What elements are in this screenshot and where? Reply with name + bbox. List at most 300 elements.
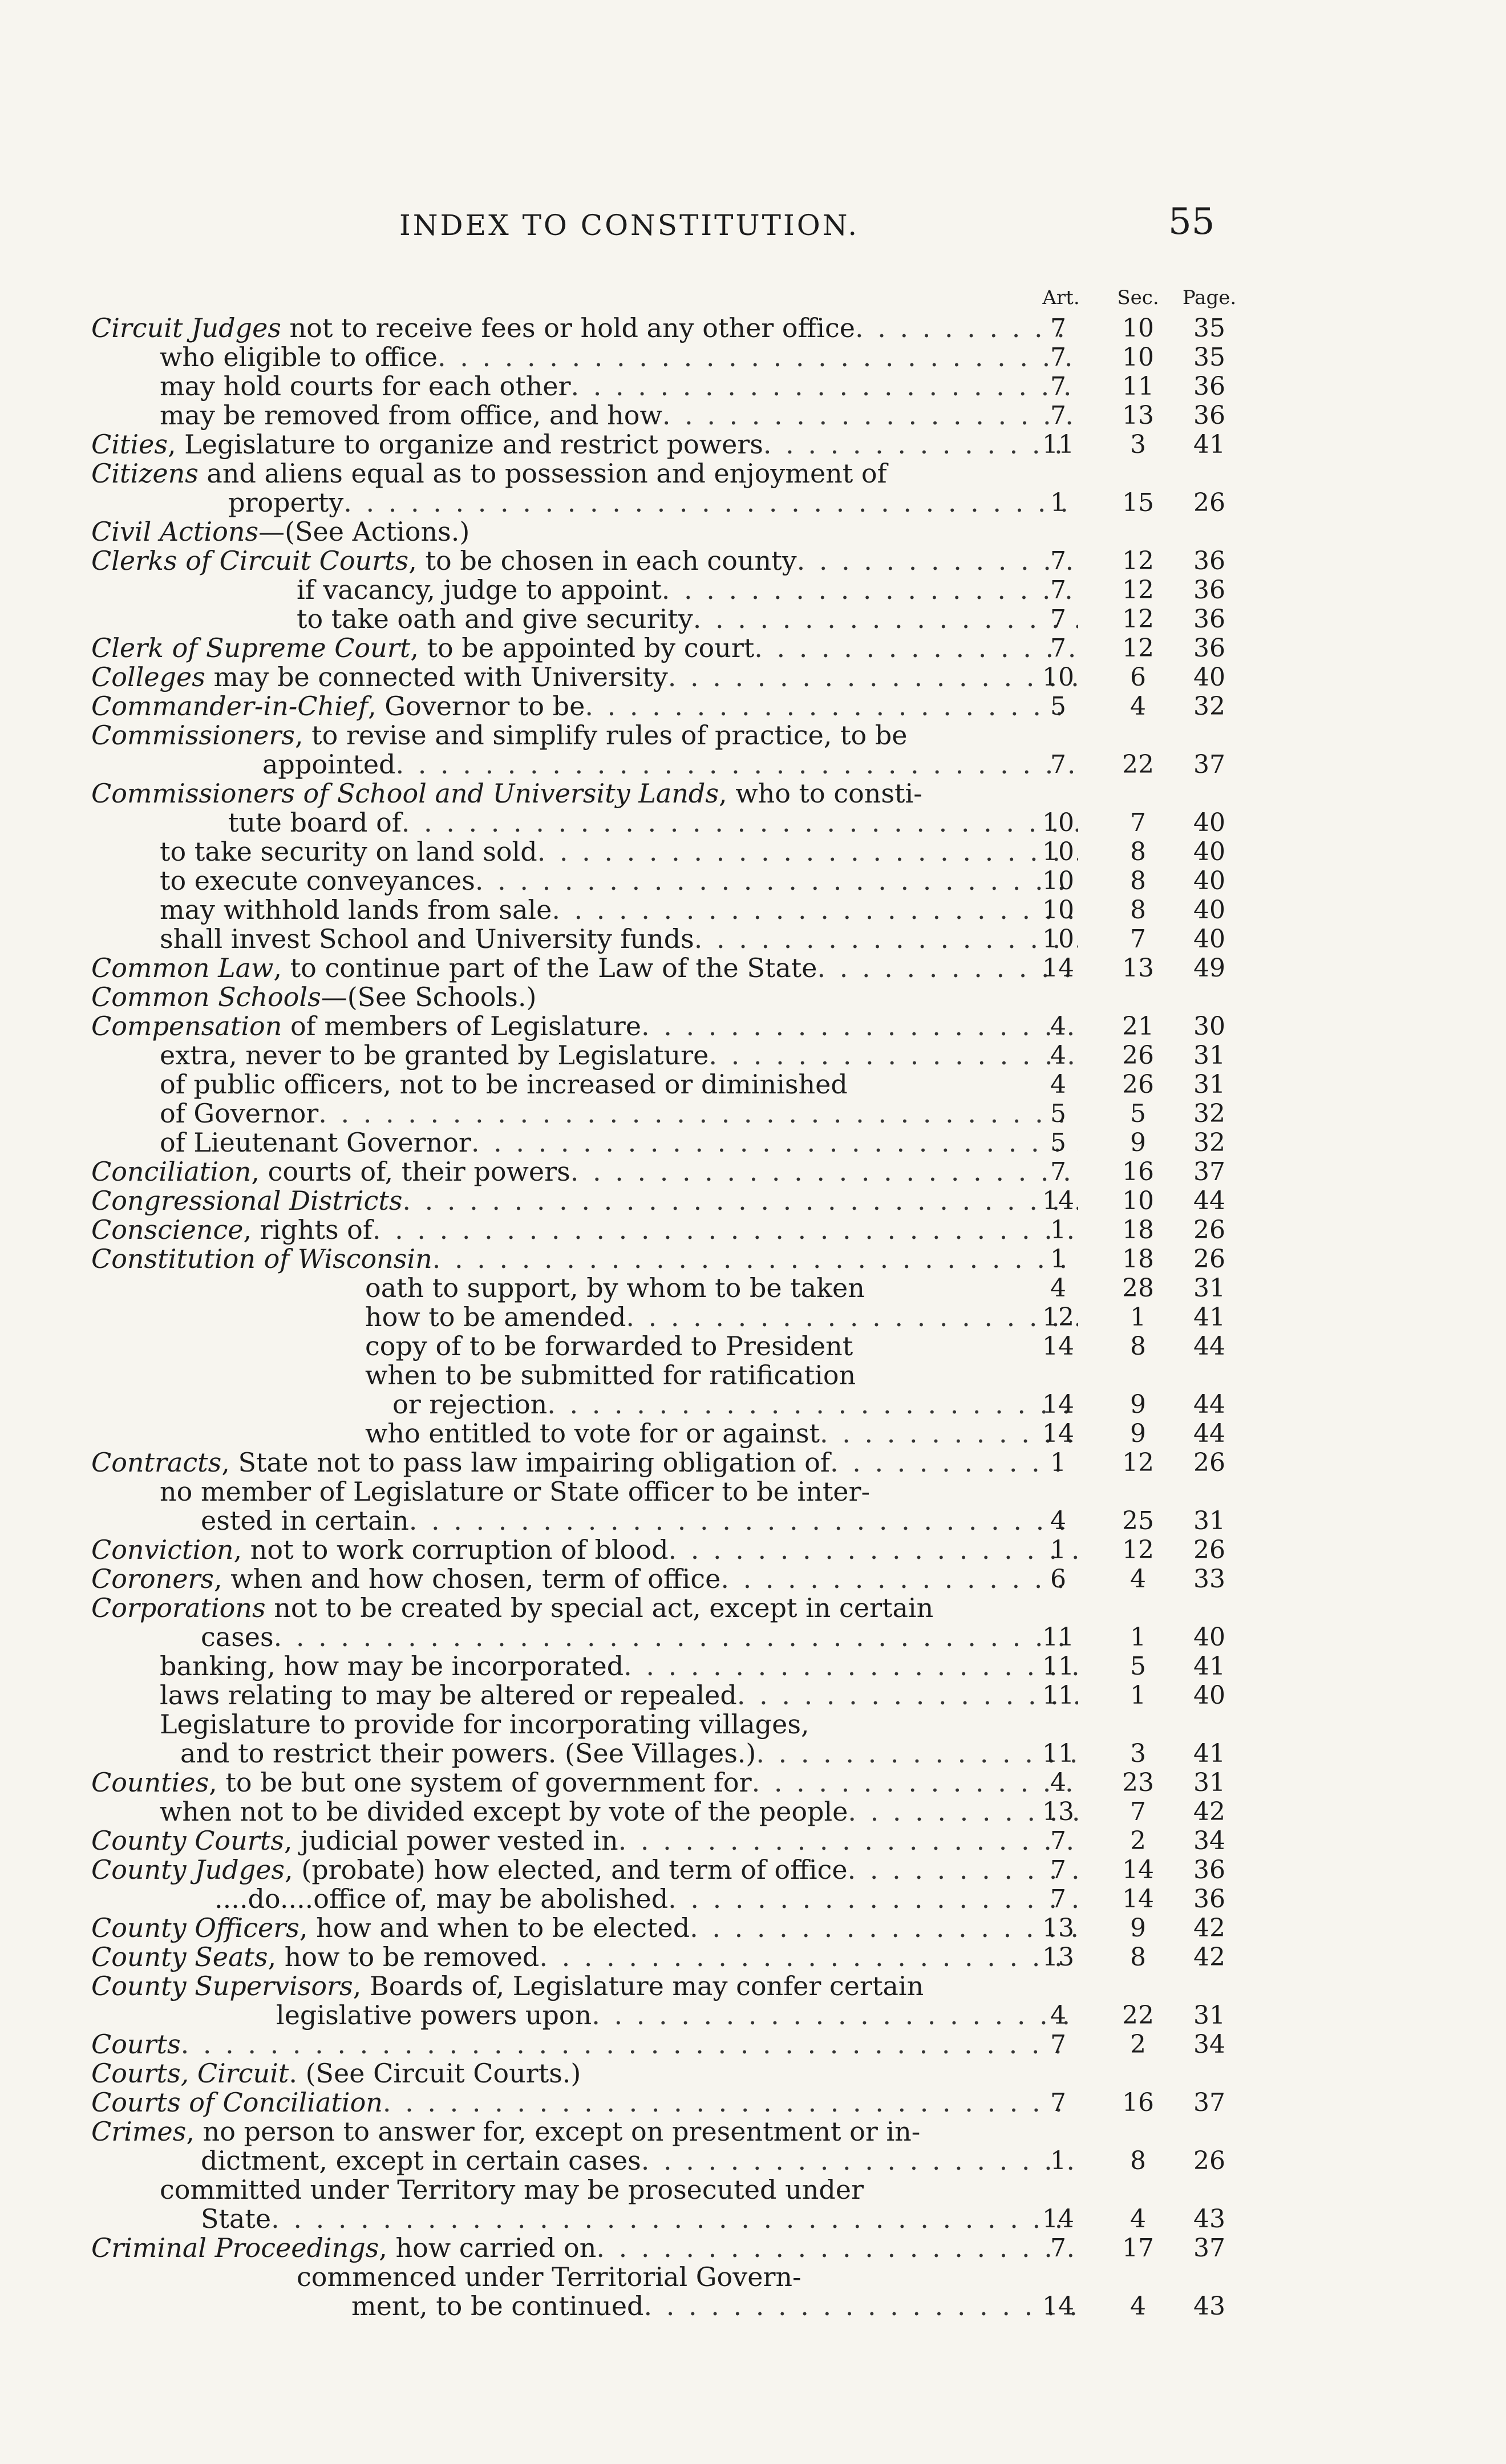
- article-number: 5: [1050, 1099, 1066, 1128]
- line-text: [392, 1390, 1078, 1419]
- line-description: to execute conveyances: [160, 866, 475, 895]
- index-entry: [91, 2088, 1266, 2117]
- page-reference: 44: [1193, 1186, 1225, 1215]
- line-text: [91, 1245, 1078, 1274]
- article-number: 4: [1050, 1768, 1066, 1797]
- section-number: 7: [1130, 925, 1146, 954]
- line-description: —(See Schools.): [321, 983, 537, 1012]
- article-number: 4: [1050, 1070, 1066, 1099]
- index-entry: [91, 1914, 1266, 1943]
- leader-dots: [624, 1652, 1078, 1681]
- article-number: 1: [1050, 1215, 1066, 1245]
- line-text: [91, 1565, 1078, 1594]
- page-reference: 36: [1193, 576, 1225, 605]
- article-number: 12: [1042, 1303, 1074, 1332]
- line-body: [201, 2146, 641, 2175]
- line-text: [160, 1652, 1078, 1681]
- index-entry: [91, 2030, 1266, 2059]
- leader-dots: [690, 1914, 1078, 1943]
- line-text: [365, 1274, 1078, 1303]
- page-reference: 37: [1193, 2234, 1225, 2263]
- index-entry: [91, 634, 1266, 663]
- line-description: or rejection: [392, 1390, 548, 1419]
- line-description: who entitled to vote for or against: [365, 1419, 820, 1448]
- line-text: [91, 721, 1078, 750]
- index-entry: [91, 721, 1266, 779]
- page-reference: 35: [1193, 314, 1225, 343]
- index-entry: [91, 1768, 1266, 1826]
- index-entry: [91, 430, 1266, 459]
- article-number: 6: [1050, 1565, 1066, 1594]
- line-text: [91, 546, 1078, 576]
- article-number: 14: [1042, 2204, 1074, 2234]
- article-number: 10: [1042, 866, 1074, 895]
- line-description: , not to work corruption of blood: [233, 1535, 669, 1565]
- index-entry: [91, 1215, 1266, 1245]
- leader-dots: [709, 1041, 1078, 1070]
- line-text: [91, 1215, 1078, 1245]
- line-body: [91, 1448, 830, 1477]
- leader-dots: [552, 895, 1078, 925]
- section-number: 6: [1130, 663, 1146, 692]
- article-number: 10: [1042, 663, 1074, 692]
- line-description: ested in certain: [201, 1506, 409, 1535]
- section-number: 26: [1122, 1041, 1154, 1070]
- line-text: [91, 692, 1078, 721]
- line-body: [365, 1419, 820, 1448]
- index-line: [91, 779, 1266, 808]
- index-line: [91, 2030, 1266, 2059]
- leader-dots: [539, 1943, 1078, 1972]
- line-text: [297, 2263, 1078, 2292]
- line-text: [160, 343, 1078, 372]
- line-description: , to be appointed by court: [410, 634, 755, 663]
- index-term: Clerk of Supreme Court: [91, 634, 411, 663]
- index-term: Commissioners of School and University Lands: [91, 779, 719, 808]
- line-text: [160, 837, 1078, 866]
- line-description: appointed: [262, 750, 396, 779]
- line-description: , State not to pass law impairing obligation of: [221, 1448, 830, 1477]
- section-number: 5: [1130, 1652, 1146, 1681]
- article-number: 1: [1050, 488, 1066, 517]
- page-reference: 26: [1193, 1245, 1225, 1274]
- index-line: [91, 517, 1266, 546]
- article-number: 4: [1050, 1274, 1066, 1303]
- line-description: not to receive fees or hold any other office: [289, 314, 855, 343]
- line-body: [91, 546, 797, 576]
- line-body: [91, 954, 817, 983]
- page-reference: 41: [1193, 1652, 1225, 1681]
- index-entry: [91, 2117, 1266, 2234]
- line-text: [160, 1477, 1078, 1506]
- line-body: [91, 430, 763, 459]
- article-number: 7: [1050, 343, 1066, 372]
- article-number: 10: [1042, 895, 1074, 925]
- article-number: 11: [1042, 1652, 1074, 1681]
- page-reference: 42: [1193, 1914, 1225, 1943]
- line-body: [91, 2234, 596, 2263]
- line-text: [91, 779, 1078, 808]
- leader-dots: [432, 1245, 1078, 1274]
- line-description: , to be but one system of government for: [209, 1768, 752, 1797]
- line-description: cases: [201, 1623, 274, 1652]
- line-body: [160, 1128, 471, 1157]
- index-line: [91, 1390, 1266, 1419]
- line-body: [160, 866, 475, 895]
- line-text: [91, 2117, 1078, 2146]
- leader-dots: [720, 1565, 1078, 1594]
- index-line: [91, 808, 1266, 837]
- section-number: 3: [1130, 1739, 1146, 1768]
- section-number: 8: [1130, 1332, 1146, 1361]
- line-body: [91, 459, 887, 488]
- page-reference: 40: [1193, 925, 1225, 954]
- index-line: [91, 1215, 1266, 1245]
- line-body: [91, 1215, 373, 1245]
- line-body: [160, 1099, 318, 1128]
- line-text: [160, 866, 1078, 895]
- line-text: [214, 1885, 1078, 1914]
- article-number: 7: [1050, 634, 1066, 663]
- line-body: [262, 750, 396, 779]
- section-number: 7: [1130, 808, 1146, 837]
- section-number: 8: [1130, 895, 1146, 925]
- index-entry: [91, 314, 1266, 430]
- page-reference: 44: [1193, 1390, 1225, 1419]
- page-reference: 40: [1193, 895, 1225, 925]
- line-body: [160, 1710, 809, 1739]
- line-description: , rights of: [243, 1215, 373, 1245]
- line-body: [91, 1855, 848, 1885]
- section-number: 22: [1122, 750, 1154, 779]
- index-entry: [91, 1943, 1266, 1972]
- page-reference: 36: [1193, 634, 1225, 663]
- section-number: 18: [1122, 1215, 1154, 1245]
- line-body: [214, 1885, 668, 1914]
- page-reference: 34: [1193, 2030, 1225, 2059]
- line-text: [91, 663, 1078, 692]
- index-line: [91, 459, 1266, 488]
- leader-dots: [547, 1390, 1078, 1419]
- leader-dots: [181, 2030, 1078, 2059]
- index-term: Civil Actions: [91, 517, 259, 546]
- index-term: Congressional Districts: [91, 1186, 403, 1215]
- index-term: Crimes: [91, 2117, 187, 2146]
- index-line: [91, 314, 1266, 343]
- line-description: of public officers, not to be increased or diminished: [160, 1070, 848, 1099]
- page-reference: 36: [1193, 546, 1225, 576]
- index-line: [91, 1710, 1266, 1739]
- line-description: committed under Territory may be prosecuted under: [160, 2175, 864, 2204]
- line-body: [91, 2030, 181, 2059]
- line-body: [297, 605, 693, 634]
- article-number: 14: [1042, 2292, 1074, 2321]
- line-body: [91, 1157, 570, 1186]
- line-description: of members of Legislature: [290, 1012, 642, 1041]
- line-body: [91, 2088, 383, 2117]
- article-number: 7: [1050, 576, 1066, 605]
- line-description: , (probate) how elected, and term of office: [285, 1855, 848, 1885]
- leader-dots: [274, 1623, 1078, 1652]
- index-entry: [91, 954, 1266, 983]
- index-entry: [91, 517, 1266, 546]
- page-reference: 36: [1193, 372, 1225, 401]
- line-text: [91, 2088, 1078, 2117]
- leader-dots: [438, 343, 1078, 372]
- line-description: of Lieutenant Governor: [160, 1128, 471, 1157]
- page-reference: 36: [1193, 605, 1225, 634]
- line-description: Legislature to provide for incorporating villages,: [160, 1710, 809, 1739]
- index-line: [91, 1594, 1266, 1623]
- section-number: 1: [1130, 1681, 1146, 1710]
- line-body: [365, 1274, 865, 1303]
- section-number: 28: [1122, 1274, 1154, 1303]
- index-term: Constitution of Wisconsin: [91, 1245, 432, 1274]
- index-line: [91, 750, 1266, 779]
- leader-dots: [571, 372, 1078, 401]
- line-description: , when and how chosen, term of office: [214, 1565, 721, 1594]
- section-number: 4: [1130, 2204, 1146, 2234]
- article-number: 14: [1042, 1390, 1074, 1419]
- page-reference: 31: [1193, 1041, 1225, 1070]
- page-reference: 30: [1193, 1012, 1225, 1041]
- line-body: [91, 1768, 752, 1797]
- page-reference: 26: [1193, 488, 1225, 517]
- article-number: 11: [1042, 1739, 1074, 1768]
- index-entry: [91, 663, 1266, 692]
- section-number: 11: [1122, 372, 1154, 401]
- index-line: [91, 1943, 1266, 1972]
- line-description: oath to support, by whom to be taken: [365, 1274, 865, 1303]
- line-description: , to be chosen in each county: [408, 546, 797, 576]
- index-entry: [91, 546, 1266, 634]
- index-line: [91, 488, 1266, 517]
- article-number: 7: [1050, 2030, 1066, 2059]
- index-line: [91, 1041, 1266, 1070]
- line-description: laws relating to may be altered or repealed: [160, 1681, 737, 1710]
- line-description: , to revise and simplify rules of practice, to be: [294, 721, 908, 750]
- line-text: [91, 1914, 1078, 1943]
- page-reference: 40: [1193, 1623, 1225, 1652]
- column-header-sec: Sec.: [1117, 286, 1159, 309]
- line-text: [180, 1739, 1078, 1768]
- article-number: 11: [1042, 1623, 1074, 1652]
- index-term: Cities: [91, 430, 168, 459]
- page-reference: 43: [1193, 2292, 1225, 2321]
- page-reference: 49: [1193, 954, 1225, 983]
- line-description: , to continue part of the Law of the State: [273, 954, 817, 983]
- line-body: [91, 1245, 432, 1274]
- leader-dots: [409, 1506, 1078, 1535]
- index-line: [91, 1332, 1266, 1361]
- article-number: 14: [1042, 954, 1074, 983]
- line-text: [228, 488, 1078, 517]
- leader-dots: [644, 2292, 1079, 2321]
- line-description: when not to be divided except by vote of the people: [160, 1797, 848, 1826]
- page-reference: 36: [1193, 1855, 1225, 1885]
- line-description: may hold courts for each other: [160, 372, 571, 401]
- section-number: 10: [1122, 343, 1154, 372]
- index-entry: [91, 2234, 1266, 2321]
- article-number: 10: [1042, 837, 1074, 866]
- line-body: [91, 1826, 618, 1855]
- line-body: [91, 1535, 669, 1565]
- page-reference: 31: [1193, 1274, 1225, 1303]
- section-number: 1: [1130, 1623, 1146, 1652]
- index-line: [91, 1768, 1266, 1797]
- index-line: [91, 1855, 1266, 1885]
- page-reference: 44: [1193, 1332, 1225, 1361]
- index-line: [91, 1972, 1266, 2001]
- line-body: [160, 895, 552, 925]
- section-number: 17: [1122, 2234, 1154, 2263]
- leader-dots: [318, 1099, 1078, 1128]
- leader-dots: [668, 1885, 1078, 1914]
- leader-dots: [641, 2146, 1078, 2175]
- index-term: Criminal Proceedings: [91, 2234, 379, 2263]
- article-number: 13: [1042, 1797, 1074, 1826]
- section-number: 8: [1130, 866, 1146, 895]
- index-line: [91, 2001, 1266, 2030]
- article-number: 7: [1050, 1855, 1066, 1885]
- page-reference: 40: [1193, 837, 1225, 866]
- page-reference: 32: [1193, 1099, 1225, 1128]
- line-text: [91, 1972, 1078, 2001]
- section-number: 9: [1130, 1914, 1146, 1943]
- line-body: [180, 1739, 756, 1768]
- column-header-page: Page.: [1182, 286, 1237, 309]
- line-text: [262, 750, 1078, 779]
- index-line: [91, 1477, 1266, 1506]
- index-term: Conscience: [91, 1215, 244, 1245]
- line-text: [160, 1070, 1078, 1099]
- section-number: 4: [1130, 2292, 1146, 2321]
- index-line: [91, 1739, 1266, 1768]
- section-number: 16: [1122, 1157, 1154, 1186]
- index-entry: [91, 459, 1266, 517]
- line-body: [276, 2001, 592, 2030]
- section-number: 7: [1130, 1797, 1146, 1826]
- line-body: [91, 314, 855, 343]
- line-body: [91, 634, 754, 663]
- section-number: 4: [1130, 692, 1146, 721]
- leader-dots: [396, 750, 1078, 779]
- page-reference: 37: [1193, 1157, 1225, 1186]
- article-number: 13: [1042, 1914, 1074, 1943]
- index-line: [91, 401, 1266, 430]
- index-line: [91, 1186, 1266, 1215]
- index-entry: [91, 983, 1266, 1012]
- index-line: [91, 634, 1266, 663]
- line-text: [91, 430, 1078, 459]
- line-description: may be removed from office, and how: [160, 401, 662, 430]
- line-description: may withhold lands from sale: [160, 895, 552, 925]
- index-line: [91, 605, 1266, 634]
- index-entry: [91, 1448, 1266, 1535]
- index-term: Citizens: [91, 459, 199, 488]
- index-entries: [91, 314, 1266, 2321]
- article-number: 7: [1050, 1885, 1066, 1914]
- line-text: [365, 1361, 1078, 1390]
- line-description: dictment, except in certain cases: [201, 2146, 641, 2175]
- index-line: [91, 2088, 1266, 2117]
- line-text: [160, 1797, 1078, 1826]
- line-body: [91, 663, 668, 692]
- page-header: [0, 201, 1506, 246]
- leader-dots: [693, 605, 1078, 634]
- line-description: of Governor: [160, 1099, 319, 1128]
- section-number: 26: [1122, 1070, 1154, 1099]
- line-text: [91, 954, 1078, 983]
- line-body: [160, 1681, 737, 1710]
- article-number: 1: [1050, 1448, 1066, 1477]
- section-number: 1: [1130, 1303, 1146, 1332]
- page-number: 55: [1168, 201, 1215, 243]
- index-term: Commissioners: [91, 721, 295, 750]
- article-number: 7: [1050, 1826, 1066, 1855]
- page-reference: 40: [1193, 1681, 1225, 1710]
- line-description: , how carried on: [379, 2234, 597, 2263]
- line-description: State: [201, 2204, 272, 2234]
- index-entry: [91, 1855, 1266, 1914]
- page-reference: 31: [1193, 2001, 1225, 2030]
- line-body: [91, 2117, 920, 2146]
- article-number: 4: [1050, 2001, 1066, 2030]
- index-line: [91, 1245, 1266, 1274]
- index-term: Corporations: [91, 1594, 266, 1623]
- index-line: [91, 721, 1266, 750]
- line-description: no member of Legislature or State officer to be inter-: [160, 1477, 871, 1506]
- index-term: Courts of Conciliation: [91, 2088, 383, 2117]
- index-entry: [91, 1245, 1266, 1448]
- line-description: copy of to be forwarded to President: [365, 1332, 853, 1361]
- line-description: , Governor to be: [368, 692, 585, 721]
- index-line: [91, 866, 1266, 895]
- section-number: 15: [1122, 488, 1154, 517]
- article-number: 14: [1042, 1186, 1074, 1215]
- index-line: [91, 925, 1266, 954]
- page-reference: 40: [1193, 866, 1225, 895]
- line-description: property: [228, 488, 344, 517]
- article-number: 11: [1042, 430, 1074, 459]
- line-body: [91, 2059, 581, 2088]
- line-text: [276, 2001, 1078, 2030]
- index-line: [91, 2175, 1266, 2204]
- line-body: [160, 837, 537, 866]
- line-text: [160, 895, 1078, 925]
- line-description: and to restrict their powers. (See Villages.): [180, 1739, 756, 1768]
- section-number: 10: [1122, 314, 1154, 343]
- index-line: [91, 430, 1266, 459]
- line-text: [91, 2234, 1078, 2263]
- line-description: shall invest School and University funds: [160, 925, 694, 954]
- line-text: [297, 576, 1078, 605]
- section-number: 10: [1122, 1186, 1154, 1215]
- index-entry: [91, 1565, 1266, 1594]
- line-description: , judicial power vested in: [284, 1826, 618, 1855]
- page-reference: 40: [1193, 808, 1225, 837]
- section-number: 2: [1130, 1826, 1146, 1855]
- line-description: . (See Circuit Courts.): [289, 2059, 581, 2088]
- section-number: 12: [1122, 634, 1154, 663]
- line-text: [91, 1826, 1078, 1855]
- article-number: 7: [1050, 1157, 1066, 1186]
- leader-dots: [471, 1128, 1078, 1157]
- page-reference: 42: [1193, 1797, 1225, 1826]
- index-term: Counties: [91, 1768, 209, 1797]
- leader-dots: [626, 1303, 1078, 1332]
- section-number: 23: [1122, 1768, 1154, 1797]
